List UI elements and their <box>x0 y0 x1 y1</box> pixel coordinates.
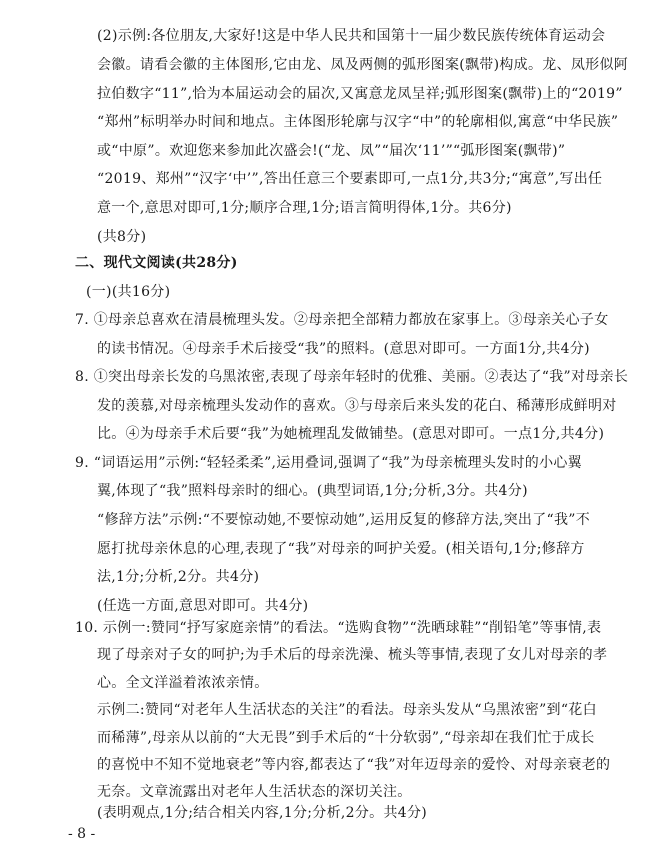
text-line: 的喜悦中不知不觉地衰老”等内容,都表达了“我”对年迈母亲的爱怜、对母亲衰老的 <box>97 757 611 773</box>
text-line: 会徽。请看会徽的主体图形,它由龙、凤及两侧的弧形图案(飘带)构成。龙、凤形似阿 <box>97 57 629 73</box>
text-line: 翼,体现了“我”照料母亲时的细心。(典型词语,1分;分析,3分。共4分) <box>97 483 528 499</box>
text-line: (表明观点,1分;结合相关内容,1分;分析,2分。共4分) <box>97 805 428 821</box>
answer-8: 8. ①突出母亲长发的乌黑浓密,表现了母亲年轻时的优雅、美丽。②表达了“我”对母亲长 <box>75 369 629 385</box>
text-line: (任选一方面,意思对即可。共4分) <box>97 598 309 614</box>
page-number: - 8 - <box>68 826 96 842</box>
text-line: (2)示例:各位朋友,大家好!这是中华人民共和国第十一届少数民族传统体育运动会 <box>97 28 606 44</box>
text-line: “2019、郑州”“汉字‘中’”,答出任意三个要素即可,一点1分,共3分;“寓意”,写出任 <box>97 171 603 187</box>
text-line: 法,1分;分析,2分。共4分) <box>97 569 260 585</box>
text-line: 现了母亲对子女的呵护;为手术后的母亲洗澡、梳头等事情,表现了女儿对母亲的孝 <box>97 647 608 663</box>
text-line: (共8分) <box>97 229 147 245</box>
section-heading: 二、现代文阅读(共28分) <box>75 255 238 271</box>
subsection-heading: (一)(共16分) <box>86 284 171 300</box>
text-line: 示例二:赞同“对老年人生活状态的关注”的看法。母亲头发从“乌黑浓密”到“花白 <box>97 702 597 718</box>
answer-9: 9. “词语运用”示例:“轻轻柔柔”,运用叠词,强调了“我”为母亲梳理头发时的小心翼 <box>75 455 582 471</box>
text-line: 愿打扰母亲休息的心理,表现了“我”对母亲的呵护关爱。(相关语句,1分;修辞方 <box>97 541 585 557</box>
text-line: 的读书情况。④母亲手术后接受“我”的照料。(意思对即可。一方面1分,共4分) <box>97 341 590 357</box>
text-line: 心。全文洋溢着浓浓亲情。 <box>97 675 269 691</box>
text-line: 意一个,意思对即可,1分;顺序合理,1分;语言简明得体,1分。共6分) <box>97 200 512 216</box>
text-line: 或“中原”。欢迎您来参加此次盛会!(“龙、凤”“届次‘11’”“弧形图案(飘带)” <box>97 143 566 159</box>
answer-10: 10. 示例一:赞同“抒写家庭亲情”的看法。“选购食物”“洗晒球鞋”“削铅笔”等事情,表 <box>75 620 602 636</box>
text-line: 发的羡慕,对母亲梳理头发动作的喜欢。③与母亲后来头发的花白、稀薄形成鲜明对 <box>97 398 617 414</box>
text-line: 拉伯数字“11”,恰为本届运动会的届次,又寓意龙凤呈祥;弧形图案(飘带)上的“2019” <box>97 86 623 102</box>
text-line: “郑州”标明举办时间和地点。主体图形轮廓与汉字“中”的轮廓相似,寓意“中华民族” <box>97 114 619 130</box>
text-line: 比。④为母亲手术后要“我”为她梳理乱发做铺垫。(意思对即可。一点1分,共4分) <box>97 426 605 442</box>
answer-7: 7. ①母亲总喜欢在清晨梳理头发。②母亲把全部精力都放在家事上。③母亲关心子女 <box>75 312 609 328</box>
text-line: 而稀薄”,母亲从以前的“大无畏”到手术后的“十分软弱”,“母亲却在我们忙于成长 <box>97 730 595 746</box>
text-line: “修辞方法”示例:“不要惊动她,不要惊动她”,运用反复的修辞方法,突出了“我”不 <box>97 512 591 528</box>
text-line: 无奈。文章流露出对老年人生活状态的深切关注。 <box>97 784 412 800</box>
